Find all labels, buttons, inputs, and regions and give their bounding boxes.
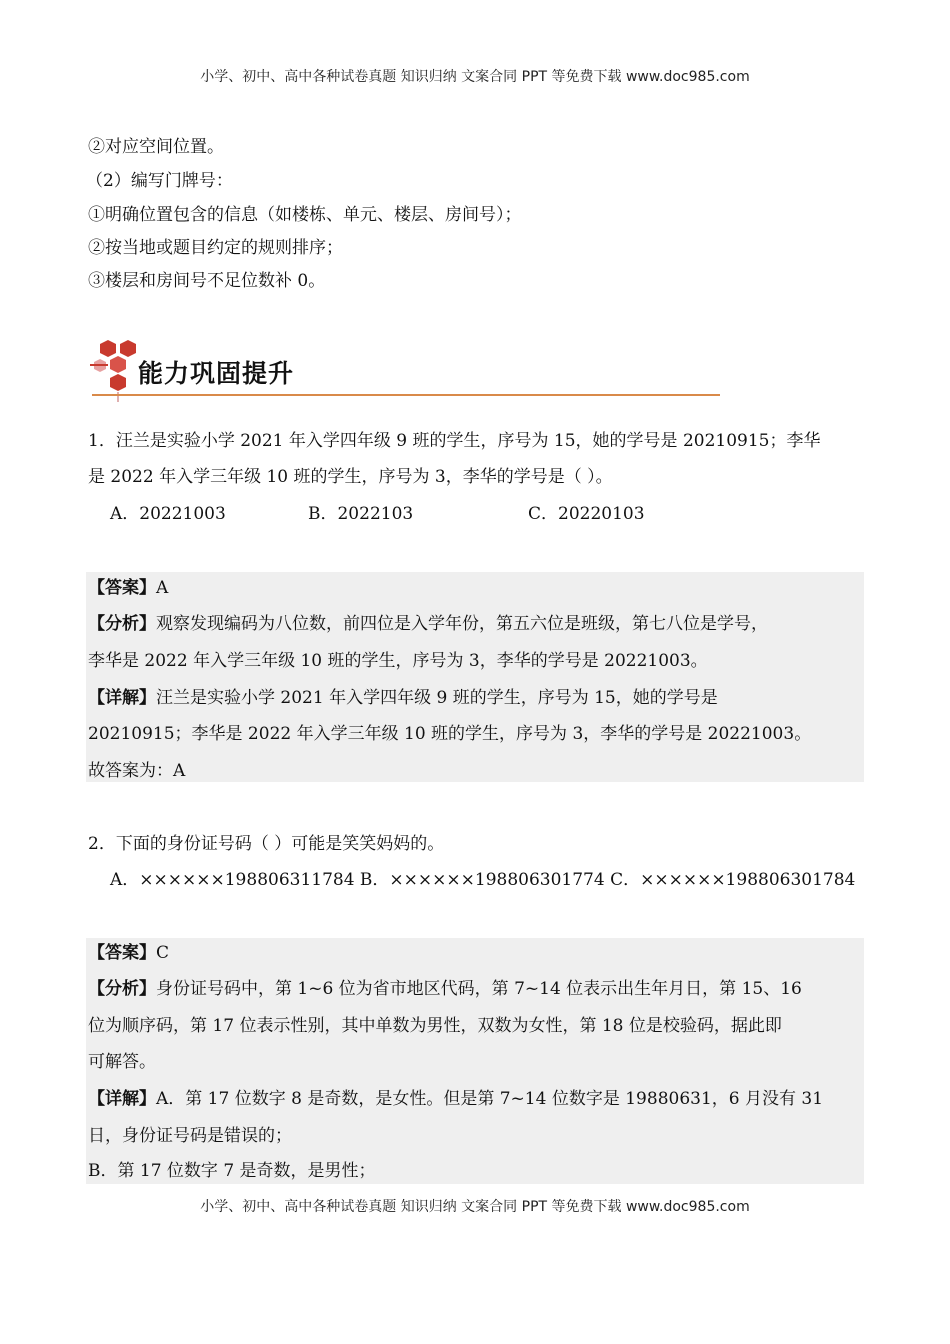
q2-options: A．××××××198806311784 B．××××××198806301774 C．××××××198806301784 xyxy=(110,870,856,890)
q2-stem: 2．下面的身份证号码（ ）可能是笑笑妈妈的。 xyxy=(88,834,445,854)
intro-line-4: ②按当地或题目约定的规则排序； xyxy=(88,238,343,258)
q1-detail-line-2: 20210915；李华是 2022 年入学三年级 10 班的学生，序号为 3，李华的学号是 20221003。 xyxy=(88,724,812,744)
intro-line-3: ①明确位置包含的信息（如楼栋、单元、楼层、房间号）； xyxy=(88,205,522,225)
q1-option-a: A．20221003 xyxy=(110,504,226,524)
q1-analysis-line-2: 李华是 2022 年入学三年级 10 班的学生，序号为 3，李华的学号是 20221003。 xyxy=(88,651,708,671)
intro-line-5: ③楼层和房间号不足位数补 0。 xyxy=(88,271,326,291)
intro-line-1: ②对应空间位置。 xyxy=(88,137,224,157)
q2-detail-line-2: 日，身份证号码是错误的； xyxy=(88,1126,292,1146)
page-footer: 小学、初中、高中各种试卷真题 知识归纳 文案合同 PPT 等免费下载 www.doc985.com xyxy=(200,1199,750,1215)
q1-detail-line-3: 故答案为：A xyxy=(88,761,186,781)
q1-detail-line-1: 【详解】汪兰是实验小学 2021 年入学四年级 9 班的学生，序号为 15，她的学号是 xyxy=(88,688,718,708)
q2-solution-box xyxy=(86,938,864,1184)
page-header: 小学、初中、高中各种试卷真题 知识归纳 文案合同 PPT 等免费下载 www.doc985.com xyxy=(200,69,750,85)
q1-option-c: C．20220103 xyxy=(528,504,645,524)
q1-analysis-line-1: 【分析】观察发现编码为八位数，前四位是入学年份，第五六位是班级，第七八位是学号， xyxy=(88,614,768,634)
q1-stem-line-1: 1．汪兰是实验小学 2021 年入学四年级 9 班的学生，序号为 15，她的学号是 20210915；李华 xyxy=(88,431,821,451)
q2-analysis-line-1: 【分析】身份证号码中，第 1~6 位为省市地区代码，第 7~14 位表示出生年月日，第 15、16 xyxy=(88,979,802,999)
intro-line-2: （2）编写门牌号： xyxy=(86,171,233,191)
section-divider xyxy=(92,394,720,396)
q2-detail-line-1: 【详解】A．第 17 位数字 8 是奇数，是女性。但是第 7~14 位数字是 19880631，6 月没有 31 xyxy=(88,1089,824,1109)
q1-stem-line-2: 是 2022 年入学三年级 10 班的学生，序号为 3，李华的学号是（ ）。 xyxy=(88,467,613,487)
q1-solution-box xyxy=(86,572,864,782)
q2-analysis-line-3: 可解答。 xyxy=(88,1052,156,1072)
q2-detail-line-3: B．第 17 位数字 7 是奇数，是男性； xyxy=(88,1161,376,1181)
q2-analysis-line-2: 位为顺序码，第 17 位表示性别，其中单数为男性，双数为女性，第 18 位是校验码，据此即 xyxy=(88,1016,782,1036)
q2-answer: 【答案】C xyxy=(88,943,170,963)
q1-option-b: B．2022103 xyxy=(308,504,414,524)
section-title: 能力巩固提升 xyxy=(138,359,295,388)
q1-answer: 【答案】A xyxy=(88,578,169,598)
